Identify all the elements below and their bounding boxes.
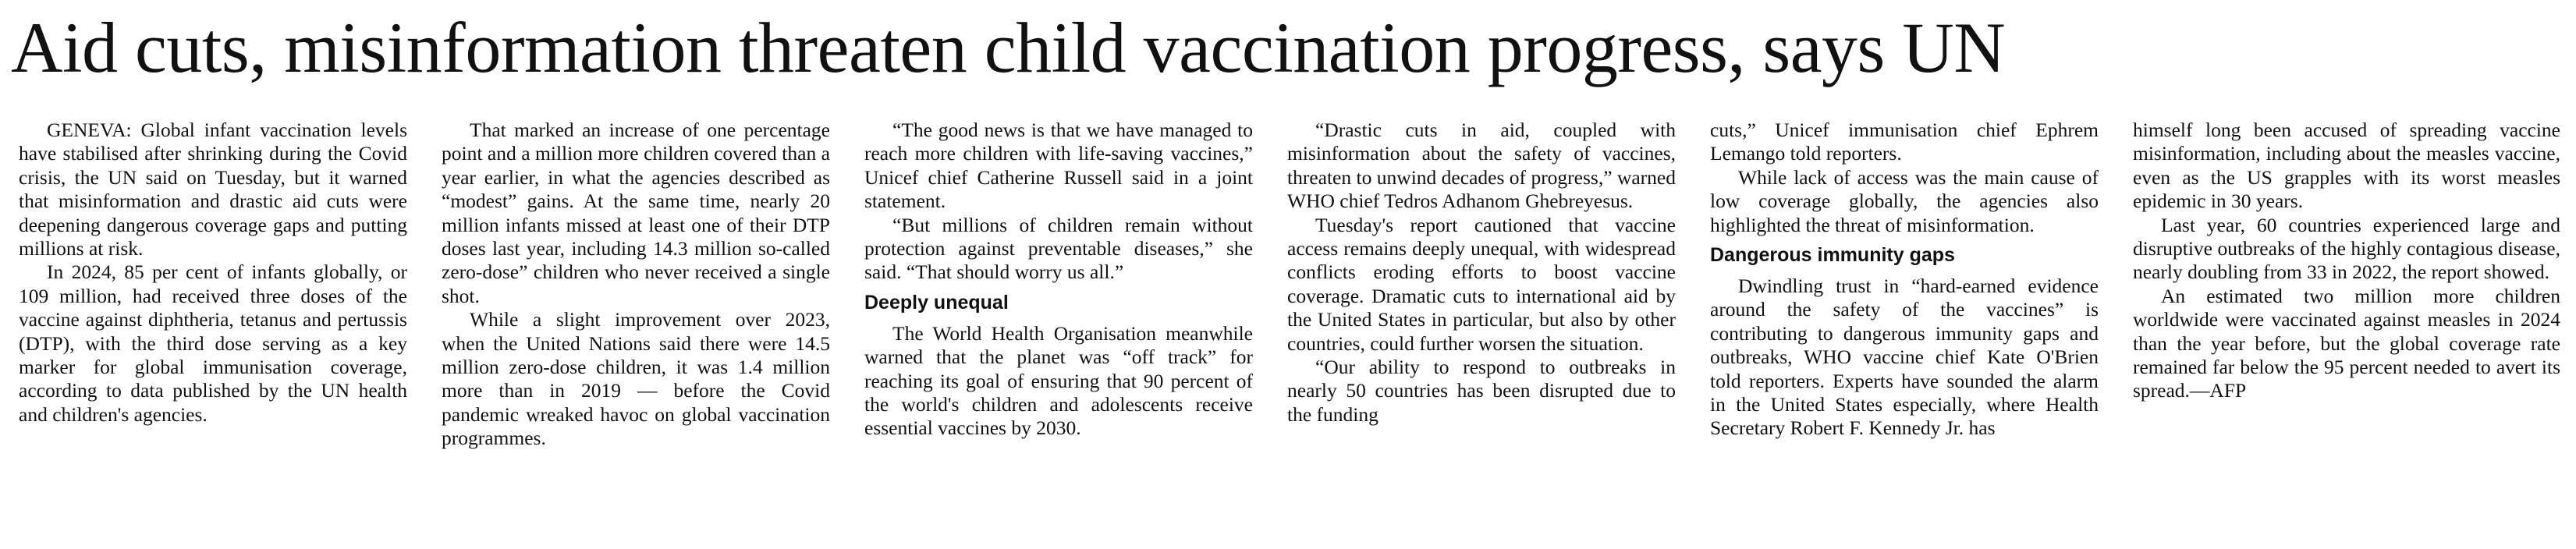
- paragraph: In 2024, 85 per cent of infants globally, or 109 million, had received three doses of the vaccine against diphtheria, tetanus and pertussis (DTP), with the third dose serving as a key marker for global immunisation coverage, according to data published by the UN health and children's agencies.: [19, 260, 407, 426]
- column-3: [864, 119, 1253, 441]
- paragraph: While lack of access was the main cause of low coverage globally, the agencies also highlighted the threat of misinformation.: [1710, 165, 2099, 236]
- subhead-deeply-unequal: Deeply unequal: [864, 291, 1009, 313]
- paragraph: GENEVA: Global infant vaccination levels have stabilised after shrinking during the Covid crisis, the UN said on Tuesday, but it warned that misinformation and drastic aid cuts were deepening dangerous coverage gaps and putting millions at risk.: [19, 119, 407, 260]
- paragraph: That marked an increase of one percentage point and a million more children covered than a year earlier, in what the agencies described as “modest” gains. At the same time, nearly 20 million infants missed at least one of their DTP doses last year, including 14.3 million so-called zero-dose” children who never received a single shot.: [442, 119, 830, 307]
- paragraph: While a slight improvement over 2023, when the United Nations said there were 14.5 million zero-dose children, it was 1.4 million more than in 2019 — before the Covid pandemic wreaked havoc on global vaccination programmes.: [442, 308, 830, 450]
- column-4: [1287, 119, 1676, 427]
- paragraph: Tuesday's report cautioned that vaccine access remains deeply unequal, with widespread conflicts eroding efforts to boost vaccine coverage. Dramatic cuts to international aid by the United States in particular, but also by other countries, could further worsen the situation.: [1287, 213, 1676, 355]
- paragraph: Last year, 60 countries experienced large and disruptive outbreaks of the highly contagious disease, nearly doubling from 33 in 2022, the report showed.: [2133, 213, 2560, 284]
- paragraph: “The good news is that we have managed to reach more children with life-saving vaccines,” Unicef chief Catherine Russell said in a joint statement.: [864, 119, 1253, 213]
- column-2: [442, 119, 830, 451]
- column-6: [2133, 119, 2560, 403]
- headline: Aid cuts, misinformation threaten child vaccination progress, says UN: [11, 8, 2006, 87]
- paragraph: “Our ability to respond to outbreaks in nearly 50 countries has been disrupted due to the funding: [1287, 356, 1676, 426]
- paragraph: “But millions of children remain without protection against preventable diseases,” she said. “That should worry us all.”: [864, 213, 1253, 284]
- column-5: [1710, 119, 2099, 441]
- paragraph: “Drastic cuts in aid, coupled with misinformation about the safety of vaccines, threaten to unwind decades of progress,” warned WHO chief Tedros Adhanom Ghebreyesus.: [1287, 119, 1676, 213]
- paragraph: Dwindling trust in “hard-earned evidence around the safety of the vaccines” is contributing to dangerous immunity gaps and outbreaks, WHO vaccine chief Kate O'Brien told reporters. Experts have sounded the alarm in the United States especially, where Health Secretary Robert F. Kennedy Jr. has: [1710, 274, 2099, 440]
- column-1: [19, 119, 407, 427]
- paragraph: An estimated two million more children worldwide were vaccinated against measles in 2024 than the year before, but the global coverage rate remained far below the 95 percent needed to avert its spread.—AFP: [2133, 284, 2560, 402]
- paragraph: The World Health Organisation meanwhile warned that the planet was “off track” for reaching its goal of ensuring that 90 percent of the world's children and adolescents receive essential vaccines by 2030.: [864, 321, 1253, 440]
- paragraph-continuation: cuts,” Unicef immunisation chief Ephrem Lemango told reporters.: [1710, 119, 2099, 165]
- paragraph-continuation: himself long been accused of spreading vaccine misinformation, including about the measles vaccine, even as the US grapples with its worst measles epidemic in 30 years.: [2133, 119, 2560, 213]
- subhead-dangerous-immunity-gaps: Dangerous immunity gaps: [1710, 244, 1955, 267]
